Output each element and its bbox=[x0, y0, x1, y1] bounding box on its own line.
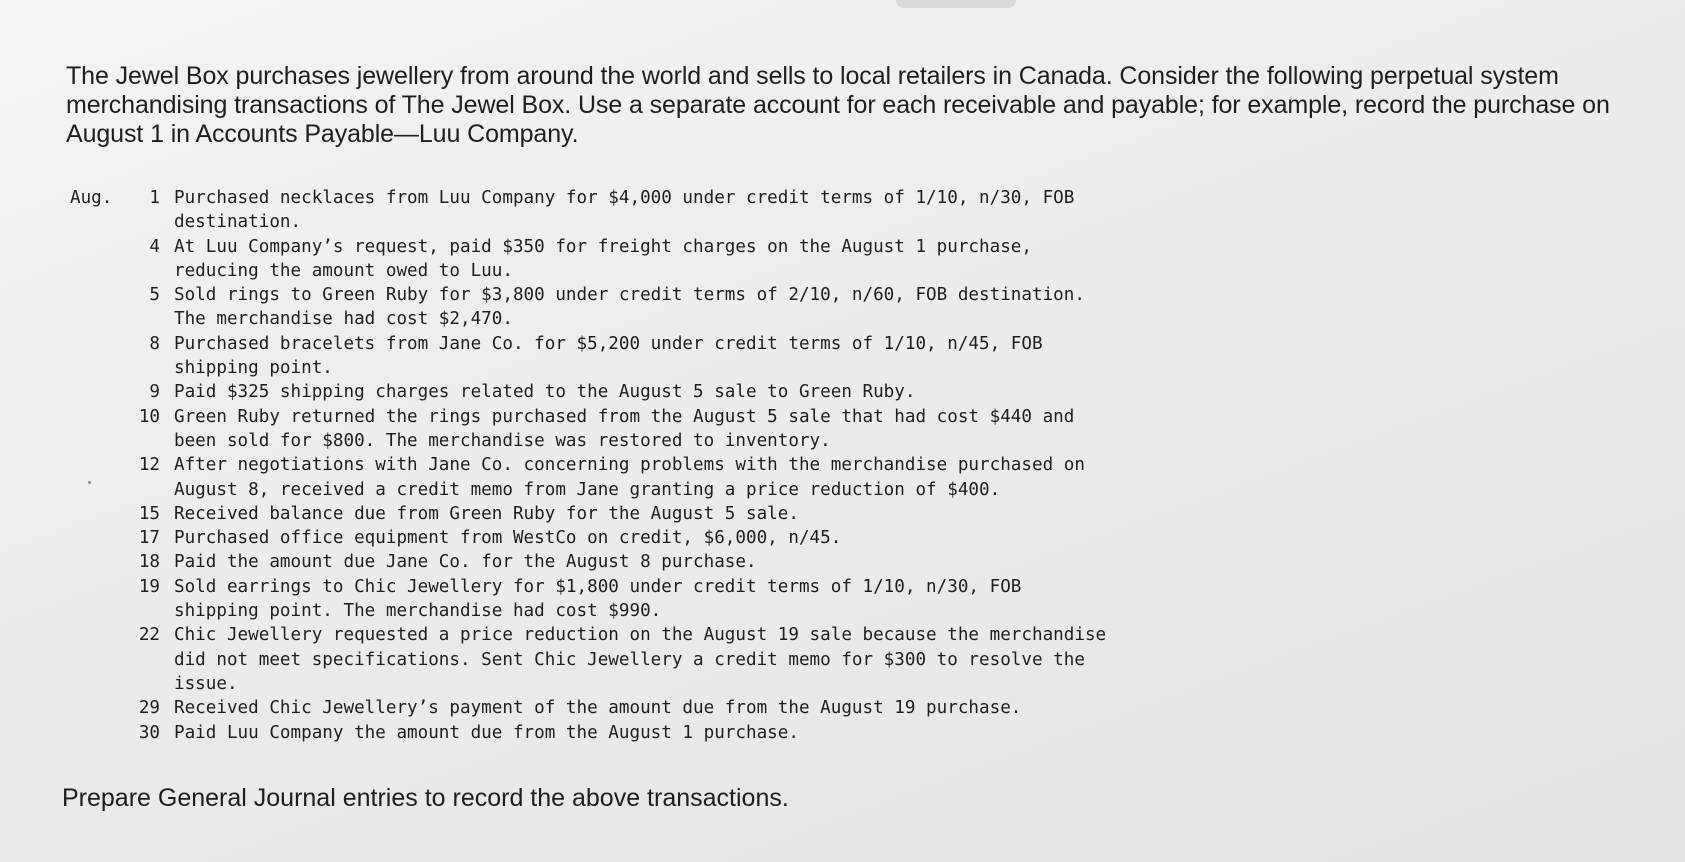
transaction-day: 4 bbox=[149, 236, 160, 257]
transaction-row bbox=[70, 235, 1230, 284]
transaction-day: 18 bbox=[138, 552, 160, 573]
transaction-day: 5 bbox=[149, 285, 160, 306]
transaction-text: At Luu Company’s request, paid $350 for freight charges on the August 1 purchase, reducing the amount owed to Luu. bbox=[174, 236, 1032, 281]
transaction-row bbox=[70, 550, 1230, 574]
transaction-text: Purchased office equipment from WestCo on credit, $6,000, n/45. bbox=[174, 528, 842, 549]
transaction-text: Received balance due from Green Ruby for the August 5 sale. bbox=[174, 503, 799, 524]
transaction-day: 12 bbox=[138, 455, 160, 476]
transaction-row bbox=[70, 186, 1230, 235]
transaction-text: Paid Luu Company the amount due from the August 1 purchase. bbox=[174, 722, 799, 743]
transaction-day: 1 bbox=[149, 188, 160, 208]
transaction-row bbox=[70, 405, 1230, 454]
transaction-text: After negotiations with Jane Co. concerning problems with the merchandise purchased on August 8, received a credit memo from Jane granting a price reduction of $400. bbox=[174, 455, 1085, 500]
transaction-day: 15 bbox=[138, 503, 160, 524]
transaction-text: Sold earrings to Chic Jewellery for $1,800 under credit terms of 1/10, n/30, FOB shipping point. The merchandise had cost $990. bbox=[174, 576, 1022, 622]
transaction-day: 9 bbox=[149, 382, 160, 403]
transaction-day: 17 bbox=[138, 528, 160, 549]
transaction-day: 30 bbox=[138, 722, 160, 743]
top-edge-tab bbox=[896, 0, 1016, 8]
transaction-text: Received Chic Jewellery’s payment of the amount due from the August 19 purchase. bbox=[174, 698, 1022, 719]
transaction-text: Purchased bracelets from Jane Co. for $5,200 under credit terms of 1/10, n/45, FOB shipping point. bbox=[174, 333, 1043, 379]
transaction-text: Green Ruby returned the rings purchased from the August 5 sale that had cost $440 and been sold for $800. The merchandise was restored to inventory. bbox=[174, 406, 1075, 451]
month-label: Aug. bbox=[70, 188, 113, 208]
transaction-text: Sold rings to Green Ruby for $3,800 under credit terms of 2/10, n/60, FOB destination. The merchandise had cost $2,470. bbox=[174, 285, 1085, 330]
transaction-text: Paid $325 shipping charges related to the August 5 sale to Green Ruby. bbox=[174, 382, 916, 403]
transaction-row bbox=[70, 575, 1230, 624]
problem-intro: The Jewel Box purchases jewellery from around the world and sells to local retailers in Canada. Consider the following perpetual system merchandising transactions of The Jewel Box. Use a separate account for each receivable and payable; for example, record the purchase on August 1 in Accounts Payable—Luu Company. bbox=[66, 62, 1610, 148]
transaction-row bbox=[70, 283, 1230, 332]
margin-mark bbox=[88, 481, 91, 484]
transaction-row bbox=[70, 502, 1230, 526]
transaction-day: 19 bbox=[138, 576, 160, 597]
transaction-day: 8 bbox=[149, 333, 160, 354]
transaction-day: 29 bbox=[138, 698, 160, 719]
transaction-list bbox=[70, 186, 1230, 745]
transaction-text: Purchased necklaces from Luu Company for $4,000 under credit terms of 1/10, n/30, FOB destination. bbox=[174, 188, 1075, 233]
transaction-day: 10 bbox=[138, 406, 160, 427]
closing-instruction: Prepare General Journal entries to record the above transactions. bbox=[62, 784, 789, 812]
transaction-day: 22 bbox=[138, 625, 160, 646]
transaction-row bbox=[70, 721, 1230, 745]
transaction-row bbox=[70, 526, 1230, 550]
transaction-row bbox=[70, 623, 1230, 696]
transaction-text: Chic Jewellery requested a price reduction on the August 19 sale because the merchandise did not meet specifications. Sent Chic Jewellery a credit memo for $300 to resolve the issue. bbox=[174, 625, 1107, 694]
transaction-row bbox=[70, 380, 1230, 404]
transaction-row bbox=[70, 453, 1230, 502]
transaction-text: Paid the amount due Jane Co. for the August 8 purchase. bbox=[174, 552, 757, 573]
transaction-row bbox=[70, 332, 1230, 381]
transaction-row bbox=[70, 696, 1230, 720]
